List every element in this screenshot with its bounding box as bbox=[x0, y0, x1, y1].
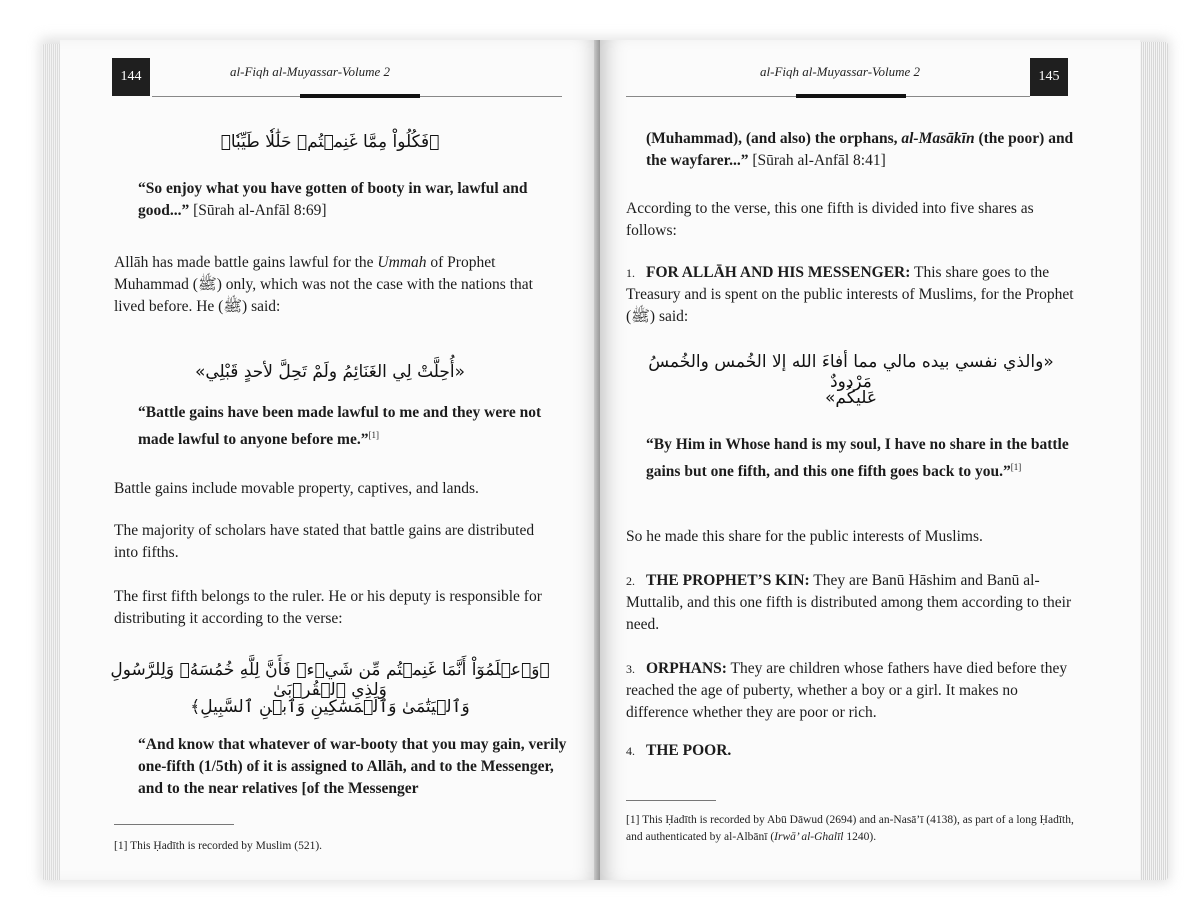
quote-text: “So enjoy what you have gotten of booty in war, lawful and good...” bbox=[138, 180, 528, 219]
quote-text: (the poor) and the wayfarer...” bbox=[646, 130, 1074, 169]
running-head: al-Fiqh al-Muyassar-Volume 2 bbox=[230, 64, 391, 79]
header-rule-accent bbox=[300, 94, 420, 98]
list-item bbox=[626, 570, 1076, 636]
list-heading: FOR ALLĀH AND HIS MESSENGER: bbox=[646, 264, 911, 281]
quote-hadith-translation bbox=[646, 434, 1076, 483]
footnote: [1] This Ḥadīth is recorded by Muslim (521). bbox=[114, 840, 323, 852]
quote-reference: [Sūrah al-Anfāl 8:69] bbox=[193, 202, 327, 219]
paragraph bbox=[114, 252, 554, 318]
list-heading: THE PROPHET’S KIN: bbox=[646, 572, 810, 589]
footnote-text: [1] This Ḥadīth is recorded by Abū Dāwud (2694) and an-Nasā’ī (4138), as part of a long Ḥadīth, and authenticated by al-Albānī ( bbox=[626, 814, 1074, 843]
paragraph: The majority of scholars have stated that battle gains are distributed into fifths. bbox=[114, 522, 535, 561]
paragraph: According to the verse, this one fifth is divided into five shares as follows: bbox=[626, 200, 1034, 239]
paragraph: So he made this share for the public interests of Muslims. bbox=[626, 528, 983, 545]
footnote-text: 1240). bbox=[843, 831, 877, 843]
running-head: al-Fiqh al-Muyassar-Volume 2 bbox=[760, 64, 921, 79]
footnote-rule bbox=[626, 800, 716, 801]
quote-reference: [Sūrah al-Anfāl 8:41] bbox=[752, 152, 886, 169]
list-item bbox=[626, 740, 1076, 762]
list-number: 3. bbox=[626, 662, 635, 676]
header-rule-accent bbox=[796, 94, 906, 98]
arabic-verse: ﴿فَكُلُواْ مِمَّا غَنِمۡتُمۡ حَلَٰلٗا طَيِّبٗا﴾ bbox=[220, 132, 440, 152]
list-text: This share goes to the Treasury and is spent on the public interests of Muslims, for the Prophet (ﷺ) said: bbox=[626, 264, 1074, 325]
page-edges-right bbox=[1138, 42, 1168, 880]
italic-term: al-Masākīn bbox=[901, 130, 975, 147]
footnote-marker: [1] bbox=[368, 430, 379, 440]
arabic-hadith-line: عَليكُم» bbox=[824, 388, 877, 408]
arabic-verse-line: ﴿وَٱعۡلَمُوٓاْ أَنَّمَا غَنِمۡتُم مِّن شَيۡءٖ فَأَنَّ لِلَّهِ خُمُسَهُۥ وَلِلرَّسُولِ وَلِذِي ٱلۡقُرۡبَىٰ bbox=[110, 660, 550, 700]
left-page bbox=[60, 40, 600, 880]
footnote-italic: Irwā’ al-Ghalīl bbox=[774, 831, 844, 843]
list-item bbox=[626, 658, 1076, 724]
paragraph: The first fifth belongs to the ruler. He or his deputy is responsible for distributing it according to the verse: bbox=[114, 588, 542, 627]
list-heading: ORPHANS: bbox=[646, 660, 727, 677]
arabic-hadith-line: «والذي نفسي بيده مالي مما أفاءَ الله إلا الخُمس والخُمسُ مَرْدودٌ bbox=[648, 352, 1054, 392]
footnote-rule bbox=[114, 824, 234, 825]
quote-verse-translation bbox=[138, 178, 558, 222]
list-text: They are Banū Hāshim and Banū al-Muttalib, and this one fifth is distributed among them according to their need. bbox=[626, 572, 1072, 633]
arabic-verse-line: وَٱلۡيَتَٰمَىٰ وَٱلۡمَسَٰكِينِ وَٱبۡنِ ٱلسَّبِيلِ﴾ bbox=[190, 697, 470, 717]
right-page bbox=[600, 40, 1140, 880]
arabic-hadith: «أُحِلَّتْ لِي الغَنَائِمُ ولَمْ تَحِلَّ لأحدٍ قَبْلِي» bbox=[194, 362, 466, 382]
list-number: 1. bbox=[626, 266, 635, 280]
italic-term: Ummah bbox=[377, 254, 427, 271]
list-number: 4. bbox=[626, 744, 635, 758]
paragraph-text: of Prophet Muhammad (ﷺ) only, which was not the case with the nations that lived before. He (ﷺ) said: bbox=[114, 254, 533, 315]
quote-hadith-translation bbox=[138, 402, 558, 451]
page-number-badge: 144 bbox=[112, 58, 150, 96]
quote-text: “By Him in Whose hand is my soul, I have no share in the battle gains but one fifth, and this one fifth goes back to you.” bbox=[646, 436, 1069, 481]
paragraph: Battle gains include movable property, captives, and lands. bbox=[114, 480, 479, 497]
footnote bbox=[626, 812, 1076, 846]
quote-text: “Battle gains have been made lawful to me and they were not made lawful to anyone before me.” bbox=[138, 404, 542, 449]
paragraph-text: Allāh has made battle gains lawful for the bbox=[114, 254, 378, 271]
footnote-marker: [1] bbox=[1010, 462, 1022, 472]
quote-verse-translation bbox=[138, 734, 568, 800]
list-number: 2. bbox=[626, 574, 635, 588]
quote-verse-continuation bbox=[646, 128, 1076, 172]
list-text: They are children whose fathers have died before they reached the age of puberty, whether a boy or a girl. It makes no difference whether they are poor or rich. bbox=[626, 660, 1068, 721]
list-item bbox=[626, 262, 1076, 328]
page-number-badge: 145 bbox=[1030, 58, 1068, 96]
list-heading: THE POOR. bbox=[646, 742, 732, 759]
quote-text: (Muhammad), (and also) the orphans, bbox=[646, 130, 902, 147]
quote-text: “And know that whatever of war-booty that you may gain, verily one-fifth (1/5th) of it is assigned to Allāh, and to the Messenger, and to the near relatives [of the Messenger bbox=[138, 736, 567, 797]
